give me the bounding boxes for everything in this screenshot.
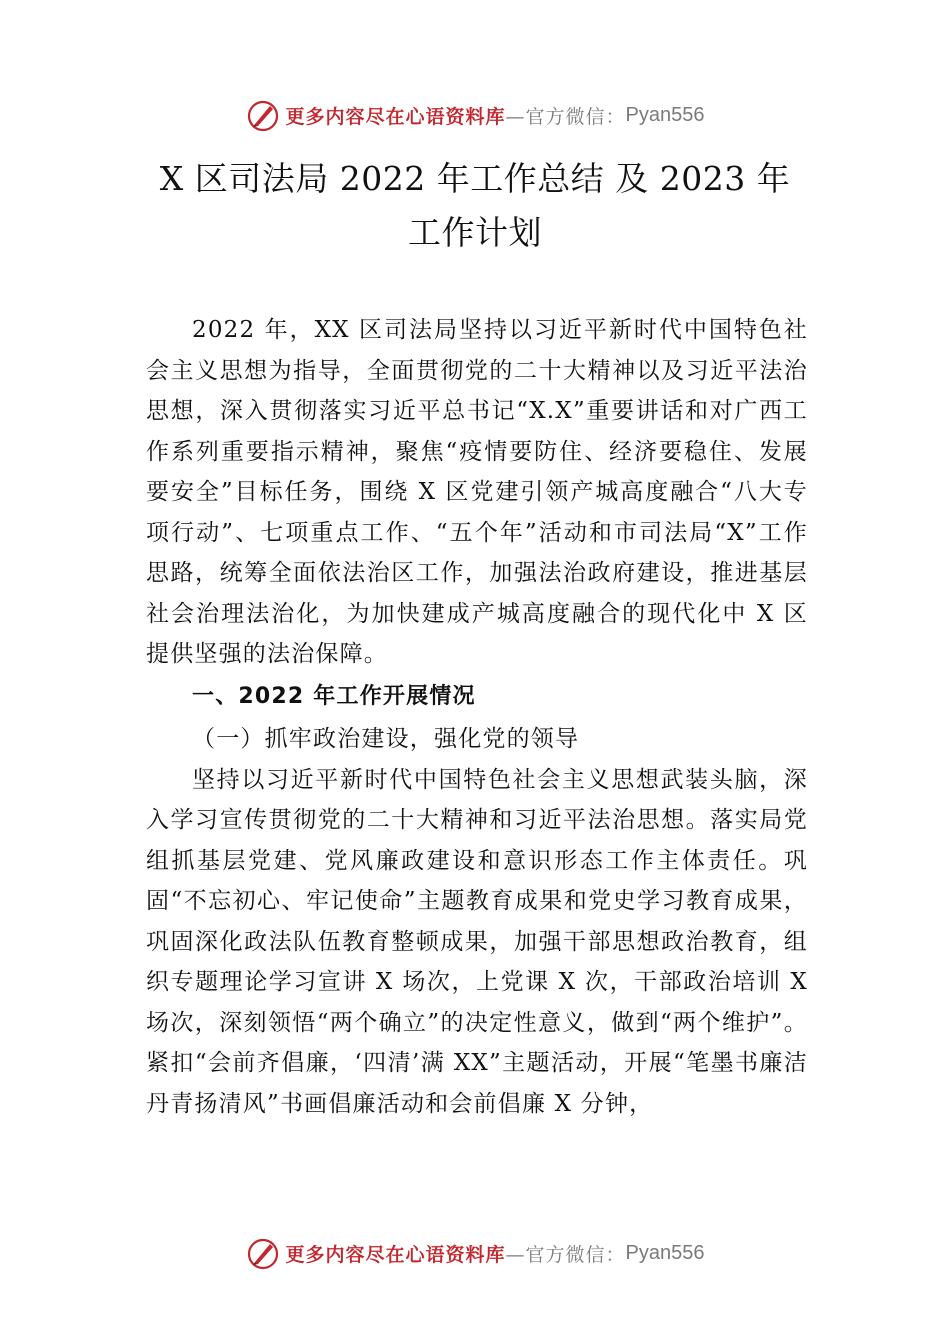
pen-logo-icon bbox=[246, 1236, 280, 1270]
watermark-footer bbox=[0, 1233, 950, 1273]
pen-logo-icon bbox=[246, 98, 280, 132]
watermark-red-text: 更多内容尽在心语资料库 bbox=[285, 105, 506, 128]
document-body bbox=[146, 310, 808, 1124]
document-title: X 区司法局 2022 年工作总结 及 2023 年工作计划 bbox=[159, 159, 791, 252]
watermark-wechat-id: Pyan556 bbox=[625, 103, 705, 126]
subsection-paragraph: 坚持以习近平新时代中国特色社会主义思想武装头脑，深入学习宣传贯彻党的二十大精神和习近平法治思想。落实局党组抓基层党建、党风廉政建设和意识形态工作主体责任。巩固“不忘初心、牢记使命”主题教育成果和党史学习教育成果，巩固深化政法队伍教育整顿成果，加强干部思想政治教育，组织专题理论学习宣讲 X 场次，上党课 X 次，干部政治培训 X 场次，深刻领悟“两个确立”的决定性意义，做到“两个维护”。紧扣“会前齐倡廉，‘四清’满 XX”主题活动，开展“笔墨书廉洁 丹青扬清风”书画倡廉活动和会前倡廉 X 分钟， bbox=[146, 766, 808, 1117]
subsection-heading: （一）抓牢政治建设，强化党的领导 bbox=[192, 726, 580, 752]
intro-paragraph: 2022 年，XX 区司法局坚持以习近平新时代中国特色社会主义思想为指导，全面贯彻党的二十大精神以及习近平法治思想，深入贯彻落实习近平总书记“X.X”重要讲话和对广西工作系列重要指示精神，聚焦“疫情要防住、经济要稳住、发展要安全”目标任务，围绕 X 区党建引领产城高度融合“八大专项行动”、七项重点工作、“五个年”活动和市司法局“X”工作思路，统筹全面依法治区工作，加强法治政府建设，推进基层社会治理法治化，为加快建成产城高度融合的现代化中 X 区提供坚强的法治保障。 bbox=[146, 317, 808, 667]
watermark-red-text: 更多内容尽在心语资料库 bbox=[285, 1243, 506, 1266]
watermark-gray-text: —官方微信： bbox=[505, 105, 626, 128]
section-heading: 一、2022 年工作开展情况 bbox=[192, 683, 476, 709]
watermark-header bbox=[0, 95, 950, 135]
watermark-gray-text: —官方微信： bbox=[505, 1243, 626, 1266]
watermark-wechat-id: Pyan556 bbox=[625, 1241, 705, 1264]
